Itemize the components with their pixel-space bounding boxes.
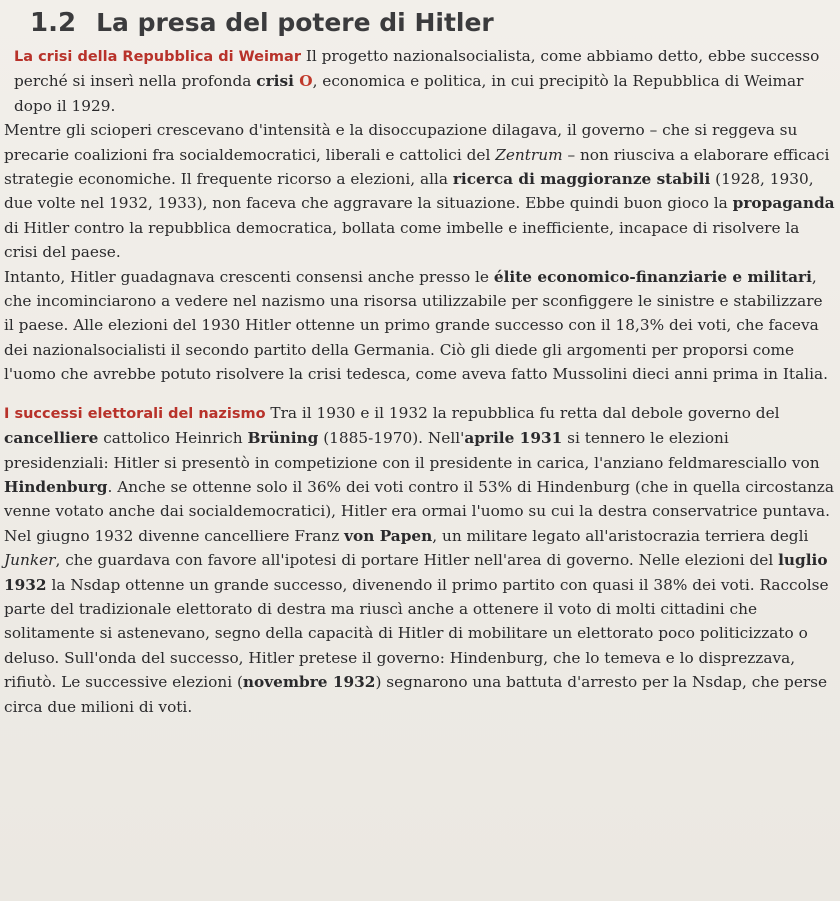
text-run: luglio 1932 xyxy=(4,551,828,594)
paragraph xyxy=(4,44,836,118)
text-run: Il progetto nazionalsocialista, come abbiamo detto, ebbe successo perché si inserì nella profonda xyxy=(14,47,820,91)
paragraph-lead-heading: La crisi della Repubblica di Weimar xyxy=(14,49,301,65)
text-run: la Nsdap ottenne un grande successo, divenendo il primo partito con quasi il 38% dei voti. Raccolse parte del tradizionale elettorato di destra ma riuscì anche a ottenere il voto di molti cittadini che solitamente si astenevano, segno della capacità di Hitler di mobilitare un elettorato poco politicizzato o deluso. Sull'onda del successo, Hitler pretese il governo: Hindenburg, che lo temeva e lo disprezzava, rifiutò. Le successive elezioni ( xyxy=(4,575,829,692)
text-run: – non riusciva a elaborare efficaci strategie economiche. Il frequente ricorso a elezioni, alla xyxy=(4,145,830,189)
paragraph-gap xyxy=(4,387,836,401)
paragraph xyxy=(4,118,836,264)
text-run: (1885-1970). Nell' xyxy=(318,429,465,448)
text-run: , che incominciarono a vedere nel nazismo una risorsa utilizzabile per sconfiggere le sinistre e stabilizzare il paese. Alle elezioni del 1930 Hitler ottenne un primo grande successo con il 18,3% dei voti, che faceva dei nazionalsocialisti il secondo partito della Germania. Ciò gli diede gli argomenti per proporsi come l'uomo che avrebbe potuto risolvere la crisi tedesca, come aveva fatto Mussolini dieci anni prima in Italia. xyxy=(4,267,828,384)
text-run: . Anche se ottenne solo il 36% dei voti contro il 53% di Hindenburg (che in quella circostanza venne votato anche dai socialdemocratici), Hitler era ormai l'uomo su cui la destra conservatrice puntava. xyxy=(4,477,834,521)
text-run: crisi xyxy=(256,72,294,91)
paragraph-lead-heading: I successi elettorali del nazismo xyxy=(4,405,266,422)
text-run: , che guardava con favore all'ipotesi di portare Hitler nell'area di governo. Nelle elezioni del xyxy=(55,551,779,570)
text-run: (1928, 1930, due volte nel 1932, 1933), non faceva che aggravare la situazione. Ebbe quindi buon gioco la xyxy=(4,170,814,213)
text-run: propaganda xyxy=(732,194,835,213)
text-run: di Hitler contro la repubblica democratica, bollata come imbelle e inefficiente, incapace di risolvere la crisi del paese. xyxy=(4,218,800,262)
text-run: Zentrum xyxy=(495,145,563,164)
body-text xyxy=(4,44,836,719)
text-run: Hindenburg xyxy=(4,477,108,496)
text-run: cancelliere xyxy=(4,429,99,448)
text-run: Tra il 1930 e il 1932 la repubblica fu retta dal debole governo del xyxy=(265,403,780,422)
paragraph xyxy=(4,265,836,387)
paragraph xyxy=(4,401,836,524)
section-header xyxy=(30,8,494,38)
text-run: , un militare legato all'aristocrazia terriera degli xyxy=(432,526,809,545)
text-run: novembre 1932 xyxy=(242,673,376,692)
text-run: ) segnarono una battuta d'arresto per la Nsdap, che perse circa due milioni di voti. xyxy=(4,673,828,716)
section-number: 1.2 xyxy=(30,8,77,38)
paragraph xyxy=(4,524,836,719)
text-run: von Papen xyxy=(344,526,433,545)
glossary-marker: O xyxy=(293,72,313,91)
text-run: Mentre gli scioperi crescevano d'intensità e la disoccupazione dilagava, il governo – che si reggeva su precarie coalizioni fra socialdemocratici, liberali e cattolici del xyxy=(4,121,798,164)
text-run: si tennero le elezioni presidenziali: Hitler si presentò in competizione con il presidente in carica, l'anziano feldmaresciallo von xyxy=(4,429,820,472)
text-run: Brüning xyxy=(247,429,319,448)
section-title: La presa del potere di Hitler xyxy=(96,8,494,37)
text-run: , economica e politica, in cui precipitò la Repubblica di Weimar dopo il 1929. xyxy=(14,72,804,115)
text-run: Nel giugno 1932 divenne cancelliere Franz xyxy=(4,526,345,545)
text-run: cattolico Heinrich xyxy=(98,429,248,448)
text-run: Junker xyxy=(4,551,56,570)
text-run: Intanto, Hitler guadagnava crescenti consensi anche presso le xyxy=(4,267,494,286)
text-run: élite economico-finanziarie e militari xyxy=(493,267,812,286)
text-run: ricerca di maggioranze stabili xyxy=(452,170,711,189)
text-run: aprile 1931 xyxy=(464,429,563,448)
